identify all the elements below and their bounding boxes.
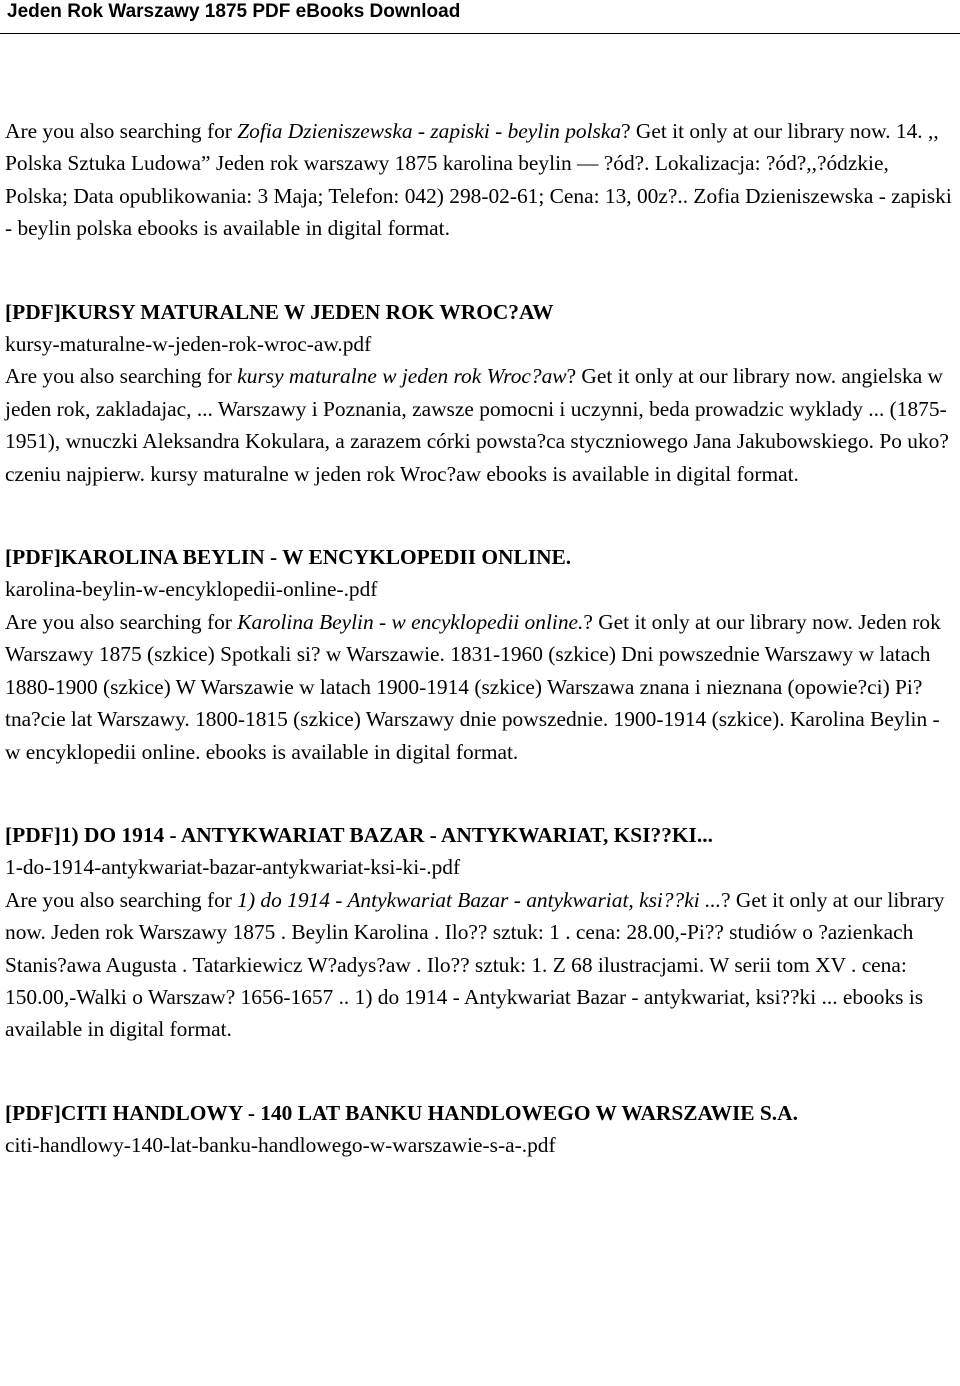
entry-title[interactable]: [PDF]KAROLINA BEYLIN - W ENCYKLOPEDII ONLINE.: [5, 545, 572, 570]
document-body: [5, 115, 955, 1162]
entry-lead: Are you also searching for: [5, 609, 238, 634]
entry-filename: karolina-beylin-w-encyklopedii-online-.pdf: [5, 577, 378, 602]
entry-body: ? Get it only at our library now. Jeden rok Warszawy 1875 . Beylin Karolina . Ilo?? sztuk: 1 . cena: 28.00,-Pi?? studiów o ?azienkach Stanis?awa Augusta . Tatarkiewicz W?adys?aw . Ilo?? sztuk: 1. Z 68 ilustracjami. W serii tom XV . cena: 150.00,-Walki o Warszaw? 1656-1657 .. 1) do 1914 - Antykwariat Bazar - antykwariat, ksi??ki ... ebooks is available in digital format.: [5, 887, 945, 1042]
page-header: [0, 0, 960, 40]
intro-query: Zofia Dzieniszewska - zapiski - beylin polska: [237, 119, 622, 143]
entry-description: [5, 360, 955, 490]
intro-text: [5, 115, 955, 245]
entry-body: ? Get it only at our library now. angielska w jeden rok, zakladajac, ... Warszawy i Poznania, zawsze pomocni i uczynni, beda prowadzic wyklady ... (1875-1951), wnuczki Aleksandra Kokulara, a zarazem córki powsta?ca styczniowego Jana Jakubowskiego. Po uko?czeniu najpierw. kursy maturalne w jeden rok Wroc?aw ebooks is available in digital format.: [5, 364, 949, 486]
entry-body: ? Get it only at our library now. Jeden rok Warszawy 1875 (szkice) Spotkali si? w Warszawie. 1831-1960 (szkice) Dni powszednie Warszawy w latach 1880-1900 (szkice) W Warszawie w latach 1900-1914 (szkice) Warszawa znana i nieznana (opowie?ci) Pi?tna?cie lat Warszawy. 1800-1815 (szkice) Warszawy dnie powszednie. 1900-1914 (szkice). Karolina Beylin - w encyklopedii online. ebooks is available in digital format.: [5, 609, 941, 764]
intro-paragraph: [5, 115, 955, 245]
ebook-entry-1: [5, 296, 955, 490]
entry-filename: kursy-maturalne-w-jeden-rok-wroc-aw.pdf: [5, 332, 372, 357]
page-title: Jeden Rok Warszawy 1875 PDF eBooks Download: [7, 1, 461, 22]
entry-filename: 1-do-1914-antykwariat-bazar-antykwariat-ksi-ki-.pdf: [5, 855, 461, 880]
ebook-entry-3: [5, 819, 955, 1046]
entry-lead: Are you also searching for: [5, 887, 238, 912]
entry-description: [5, 606, 955, 768]
intro-lead: Are you also searching for: [5, 119, 238, 143]
entry-lead: Are you also searching for: [5, 364, 238, 389]
intro-body: ? Get it only at our library now. 14. ,, Polska Sztuka Ludowa” Jeden rok warszawy 1875 karolina beylin — ?ód?. Lokalizacja: ?ód?,,?ódzkie, Polska; Data opublikowania: 3 Maja; Telefon: 042) 298-02-61; Cena: 13, 00z?.. Zofia Dzieniszewska - zapiski - beylin polska ebooks is available in digital format.: [5, 119, 952, 241]
entry-query: Karolina Beylin - w encyklopedii online.: [237, 609, 584, 634]
ebook-entry-2: [5, 541, 955, 768]
entry-title[interactable]: [PDF]1) DO 1914 - ANTYKWARIAT BAZAR - ANTYKWARIAT, KSI??KI...: [5, 822, 713, 847]
header-divider: [0, 33, 960, 34]
entry-query: 1) do 1914 - Antykwariat Bazar - antykwariat, ksi??ki ...: [237, 887, 722, 912]
ebook-entry-4: [5, 1097, 955, 1162]
entry-title[interactable]: [PDF]CITI HANDLOWY - 140 LAT BANKU HANDLOWEGO W WARSZAWIE S.A.: [5, 1100, 798, 1125]
entry-description: [5, 884, 955, 1046]
entry-filename: citi-handlowy-140-lat-banku-handlowego-w-warszawie-s-a-.pdf: [5, 1133, 556, 1158]
entry-title[interactable]: [PDF]KURSY MATURALNE W JEDEN ROK WROC?AW: [5, 299, 554, 324]
entry-query: kursy maturalne w jeden rok Wroc?aw: [237, 364, 567, 389]
